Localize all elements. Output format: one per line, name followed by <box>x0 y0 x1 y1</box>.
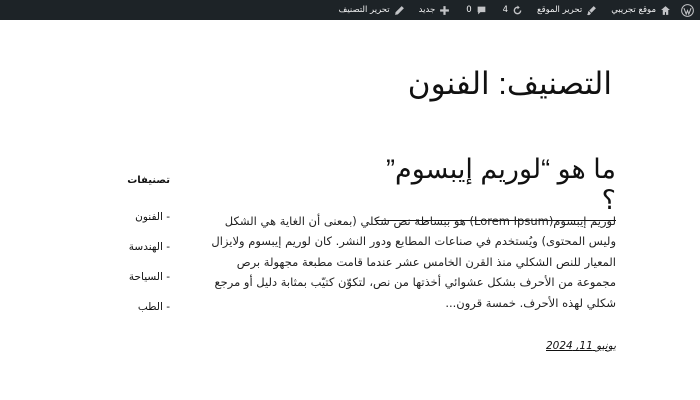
page-title: التصنيف: الفنون <box>407 66 612 101</box>
brush-icon <box>586 5 597 16</box>
updates-menu[interactable] <box>501 5 523 16</box>
categories-heading: تصنيفات <box>127 175 170 186</box>
wordpress-icon <box>681 4 694 17</box>
comments-menu[interactable] <box>464 5 486 16</box>
category-link-medicine[interactable]: - الطب <box>137 301 170 313</box>
pencil-icon <box>394 5 405 16</box>
admin-bar <box>0 0 700 20</box>
edit-category-label: تحرير التصنيف <box>338 5 390 15</box>
plus-icon <box>439 5 450 16</box>
post-title-link[interactable]: ما هو “لوريم إيبسوم” ؟ <box>376 154 616 221</box>
updates-count: 4 <box>502 5 509 15</box>
customize-label: تحرير الموقع <box>537 5 583 15</box>
wordpress-logo-button[interactable] <box>681 4 694 17</box>
comments-count: 0 <box>466 5 472 15</box>
category-link-engineering[interactable]: - الهندسة <box>128 241 170 253</box>
customize-menu[interactable] <box>537 5 597 16</box>
home-icon <box>660 5 671 16</box>
sidebar <box>60 175 170 330</box>
post-excerpt: لوريم إيبسوم(Lorem Ipsum) هو ببساطة نص شكلي (بمعنى أن الغاية هي الشكل وليس المحتوى) ويُستخدم في صناعات المطابع ودور النشر. كان لوريم إيبسوم ولايزال المعيار للنص الشكلي منذ القرن الخامس عشر عندما قامت مطبعة مجهولة برص مجموعة من الأحرف بشكل عشوائي أخذتها من نص، لتكوّن كتيّب بمثابة دليل أو مرجع شكلي لهذه الأحرف. خمسة قرون... <box>211 214 616 310</box>
categories-list <box>60 210 170 330</box>
comment-icon <box>476 5 487 16</box>
new-content-menu[interactable] <box>419 5 451 16</box>
site-name-label: موقع تجريبي <box>611 5 656 15</box>
edit-category-link[interactable] <box>339 5 405 16</box>
category-link-tourism[interactable]: - السياحة <box>128 271 170 283</box>
post-date-link[interactable]: يونيو 11, 2024 <box>546 340 616 352</box>
updates-icon <box>512 5 523 16</box>
category-link-arts[interactable]: - الفنون <box>135 211 170 223</box>
site-name-menu[interactable] <box>611 5 671 16</box>
new-label: جديد <box>418 5 436 15</box>
